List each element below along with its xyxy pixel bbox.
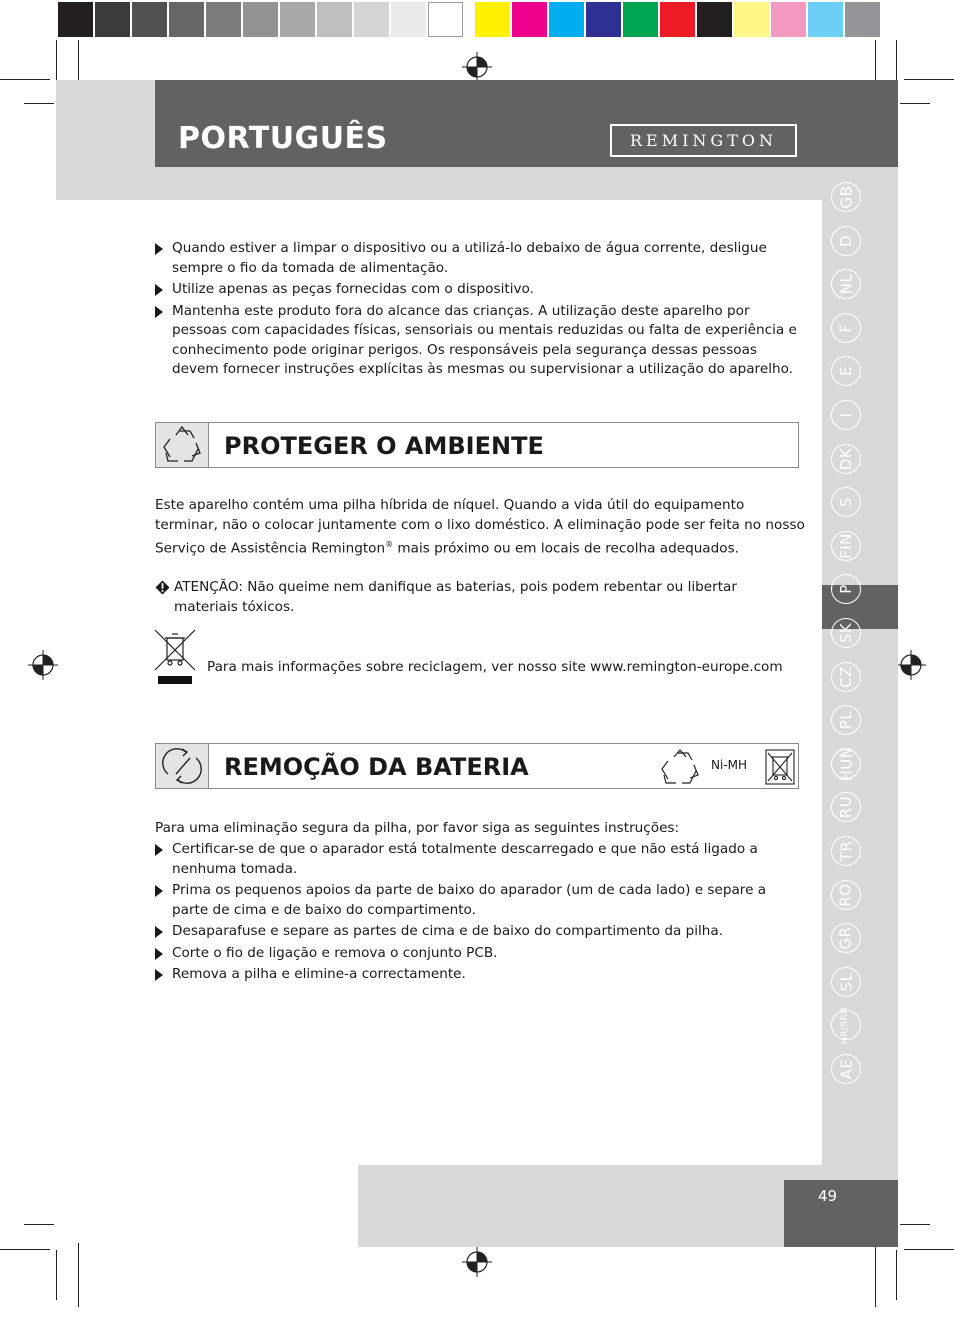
recycle-icon <box>654 747 706 789</box>
language-tab-e[interactable]: E <box>831 356 861 386</box>
registration-mark-bottom <box>462 1247 492 1277</box>
section-header-environment <box>155 422 799 468</box>
language-tab-sl[interactable]: SL <box>831 967 861 997</box>
language-tab-ru[interactable]: RU <box>831 792 861 822</box>
color-swatch <box>243 2 278 37</box>
color-swatch <box>586 2 621 37</box>
battery-swap-icon <box>156 744 208 788</box>
language-tab-i[interactable]: I <box>831 400 861 430</box>
list-item: Certificar-se de que o aparador está totalmente descarregado e que não está ligado a nenhuma tomada. <box>155 840 805 879</box>
language-tab-ro[interactable]: RO <box>831 880 861 910</box>
color-swatch <box>771 2 806 37</box>
safety-list <box>155 239 805 382</box>
color-swatch <box>317 2 352 37</box>
brand-logo: REMINGTON <box>610 124 797 157</box>
registration-mark-left <box>28 650 58 680</box>
language-tab-nl[interactable]: NL <box>831 269 861 299</box>
list-item: Quando estiver a limpar o dispositivo ou a utilizá-lo debaixo de água corrente, desligue sempre o fio da tomada de alimentação. <box>155 239 805 278</box>
color-swatch <box>734 2 769 37</box>
color-swatch <box>95 2 130 37</box>
battery-steps <box>155 840 805 987</box>
registration-mark-top <box>462 52 492 82</box>
color-swatch <box>280 2 315 37</box>
color-swatch <box>475 2 510 37</box>
color-swatch <box>845 2 880 37</box>
list-item: Remova a pilha e elimine-a correctamente. <box>155 965 805 985</box>
list-item: Utilize apenas as peças fornecidas com o dispositivo. <box>155 280 805 300</box>
color-swatch <box>623 2 658 37</box>
weee-bin-icon <box>762 748 798 786</box>
nimh-label: Ni-MH <box>711 758 748 772</box>
battery-warning: ATENÇÃO: Não queime nem danifique as baterias, pois podem rebentar ou libertar materiais tóxicos. <box>155 578 795 617</box>
language-tab-f[interactable]: F <box>831 313 861 343</box>
list-item: Prima os pequenos apoios da parte de baixo do aparador (um de cada lado) e separe a parte de cima e de baixo do compartimento. <box>155 881 805 920</box>
language-tab-fin[interactable]: FIN <box>831 531 861 561</box>
weee-bin-icon <box>152 628 198 686</box>
list-item: Mantenha este produto fora do alcance das crianças. A utilização deste aparelho por pessoas com capacidades físicas, sensoriais ou mentais reduzidas ou falta de experiência e conhecimento pode originar perigos. Os responsáveis pela segurança dessas pessoas devem fornecer instruções explícitas às mesmas ou supervisionar a utilização do aparelho. <box>155 302 805 380</box>
language-tab-ae[interactable]: AE <box>831 1054 861 1084</box>
list-item: Desaparafuse e separe as partes de cima e de baixo do compartimento da pilha. <box>155 922 805 942</box>
page-number-box <box>784 1180 898 1247</box>
color-swatch <box>512 2 547 37</box>
recycle-icon <box>156 423 208 467</box>
color-swatch <box>58 2 93 37</box>
color-swatch <box>206 2 241 37</box>
language-tab-sk[interactable]: SK <box>831 618 861 648</box>
color-swatch <box>354 2 389 37</box>
color-swatch <box>697 2 732 37</box>
language-tab-tr[interactable]: TR <box>831 836 861 866</box>
language-tab-gb[interactable]: GB <box>831 182 861 212</box>
language-tab-cz[interactable]: CZ <box>831 662 861 692</box>
language-tab-hr-srb[interactable]: HR/SRB <box>831 1010 861 1040</box>
language-tab-s[interactable]: S <box>831 487 861 517</box>
recycling-info: Para mais informações sobre reciclagem, ver nosso site www.remington-europe.com <box>207 659 783 675</box>
section-header-battery <box>155 743 799 789</box>
language-tab-hun[interactable]: HUN <box>831 749 861 779</box>
list-item: Corte o fio de ligação e remova o conjunto PCB. <box>155 944 805 964</box>
registration-mark-right <box>896 650 926 680</box>
language-tab-d[interactable]: D <box>831 226 861 256</box>
battery-intro: Para uma eliminação segura da pilha, por favor siga as seguintes instruções: <box>155 820 680 836</box>
language-tab-gr[interactable]: GR <box>831 923 861 953</box>
section-title: PROTEGER O AMBIENTE <box>224 432 544 460</box>
color-swatch <box>428 2 463 37</box>
color-swatch <box>549 2 584 37</box>
language-tab-pl[interactable]: PL <box>831 705 861 735</box>
page-title: PORTUGUÊS <box>178 121 388 156</box>
color-swatch <box>808 2 843 37</box>
color-swatch <box>132 2 167 37</box>
color-swatch <box>169 2 204 37</box>
section-title: REMOÇÃO DA BATERIA <box>224 753 529 781</box>
color-swatch <box>660 2 695 37</box>
language-tab-p[interactable]: P <box>831 574 861 604</box>
environment-paragraph: Este aparelho contém uma pilha híbrida de níquel. Quando a vida útil do equipamento terminar, não o colocar juntamente com o lixo doméstico. A eliminação pode ser feita no nosso Serviço de Assistência Remington® mais próximo ou em locais de recolha adequados. <box>155 497 805 557</box>
color-swatch <box>391 2 426 37</box>
warning-icon <box>155 580 170 595</box>
color-calibration-bar <box>58 2 882 37</box>
page-number: 49 <box>818 1187 838 1205</box>
language-tab-dk[interactable]: DK <box>831 444 861 474</box>
